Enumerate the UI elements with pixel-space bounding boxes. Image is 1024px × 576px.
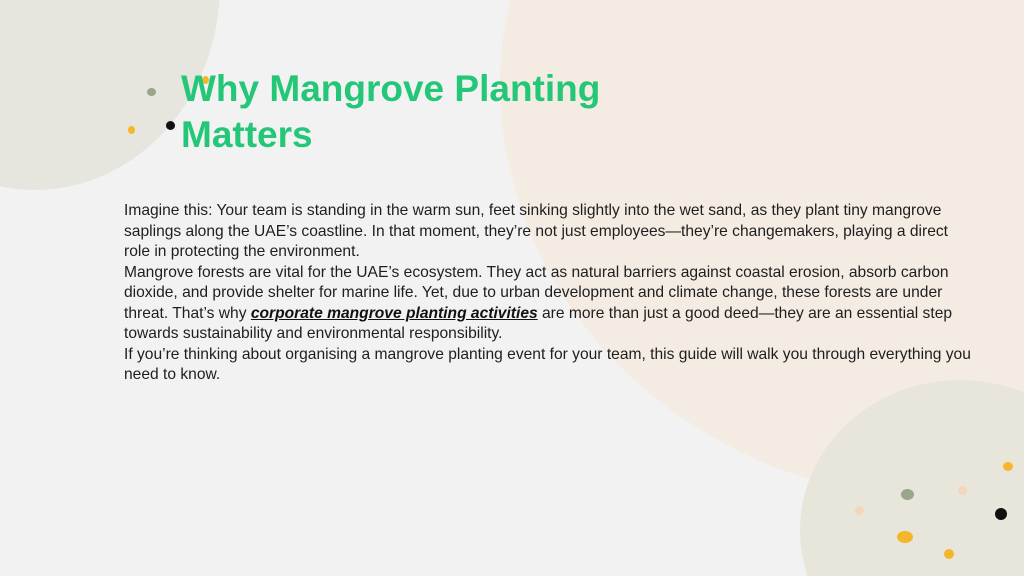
decorative-dot-black (166, 121, 175, 130)
decorative-dot-yellow (1003, 462, 1013, 471)
decorative-dot-peach (958, 486, 967, 495)
decorative-dot-peach (855, 506, 864, 515)
body-text (124, 201, 974, 386)
decorative-dot-yellow (128, 126, 135, 134)
page-title (181, 66, 701, 158)
decorative-dot-yellow (897, 531, 913, 543)
decorative-dot-black (995, 508, 1007, 520)
title-line-1: Why Mangrove Planting (181, 68, 601, 109)
title-line-2: Matters (181, 114, 313, 155)
paragraph-ecosystem-text: Mangrove forests are vital for the UAE’s ecosystem. They act as natural barriers against coastal erosion, absorb carbon dioxide, and provide shelter for marine life. Yet, due to urban development and climate change, these forests are under threat. That’s why (124, 263, 949, 322)
paragraph-guide: If you’re thinking about organising a mangrove planting event for your team, this guide will walk you through everything you need to know. (124, 345, 971, 383)
corporate-mangrove-planting-link[interactable]: corporate mangrove planting activities (250, 304, 538, 322)
paragraph-ecosystem-text-end: are more than just a good deed—they are an essential step towards sustainability and environmental responsibility. (124, 304, 953, 342)
decorative-dot-sage (147, 88, 156, 96)
decorative-dot-sage (901, 489, 914, 500)
paragraph-intro: Imagine this: Your team is standing in the warm sun, feet sinking slightly into the wet sand, as they plant tiny mangrove saplings along the UAE’s coastline. In that moment, they’re not just employees—they’re changemakers, playing a direct role in protecting the environment. (124, 202, 949, 260)
paragraph-ecosystem (124, 263, 974, 345)
decorative-dot-yellow (944, 549, 954, 559)
